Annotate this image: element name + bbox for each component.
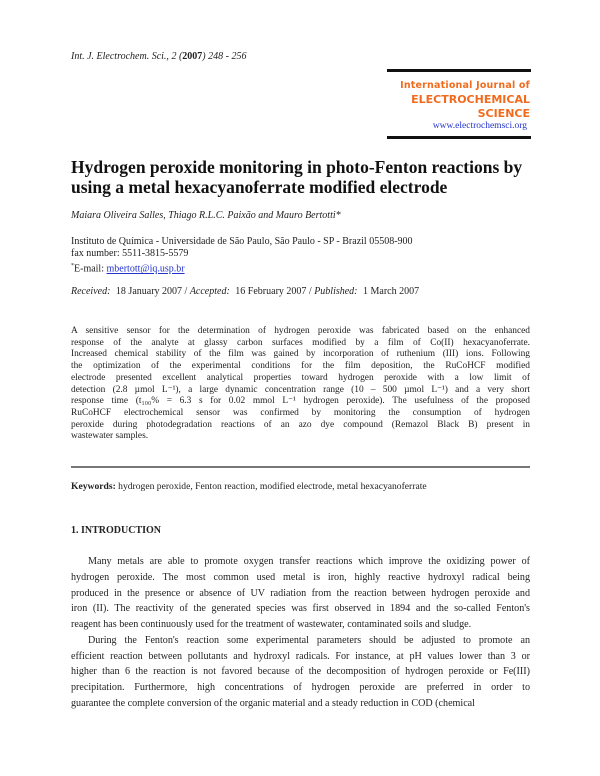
brand-bottom-rule <box>387 136 531 139</box>
journal-url[interactable]: www.electrochemsci.org <box>432 121 527 131</box>
published-label: Published: <box>314 286 358 297</box>
abstract-line: wastewater samples. <box>71 431 149 442</box>
abstract-line: response of the analyte at glassy carbon surfaces modified by a film of Co(II) hexacyanoferrate. <box>71 337 530 348</box>
brand-top-rule <box>387 69 531 72</box>
brand-line-1: International Journal of <box>400 80 530 91</box>
abstract-line: RuCoHCF electrochemical sensor was confirmed by monitoring the consumption of hydrogen <box>71 407 530 418</box>
abstract-divider <box>71 466 530 468</box>
paragraph <box>71 633 530 712</box>
abstract-line: peroxide during photodegradation reactions of an azo dye compound (Remazol Black B) present in <box>71 419 530 430</box>
journal-year: 2007 <box>182 51 203 62</box>
paragraph-line: During the Fenton's reaction some experimental parameters should be adjusted to promote an <box>88 634 530 646</box>
paragraph-line: guarantee the complete conversion of the organic material and a steady reduction in COD (chemical <box>71 697 475 709</box>
abstract-line: A sensitive sensor for the determination of hydrogen peroxide was fabricated based on the enhanced <box>71 326 530 336</box>
introduction-body <box>71 554 530 712</box>
abstract-line: Increased chemical stability of the film was gained by incorporation of ruthenium (III) ions. Following <box>71 349 530 360</box>
received-date: 18 January 2007 / <box>115 286 188 297</box>
paper-title: Hydrogen peroxide monitoring in photo-Fenton reactions by using a metal hexacyanoferrate modified electrode <box>71 157 523 197</box>
fax-number: fax number: 5511-3815-5579 <box>71 248 189 260</box>
journal-citation: Int. J. Electrochem. Sci., 2 (2007) 248 - 256 <box>71 51 247 62</box>
journal-volume: 2 <box>171 51 177 62</box>
abstract-line: detection (2.8 µmol L⁻¹), a large dynamic concentration range (10 – 500 µmol L⁻¹) and a very short <box>71 384 530 395</box>
institution: Instituto de Química - Universidade de São Paulo, São Paulo - SP - Brazil 05508-900 <box>71 236 413 247</box>
keywords-text: hydrogen peroxide, Fenton reaction, modified electrode, metal hexacyanoferrate <box>115 481 427 492</box>
abstract-line: response time (t₁₀₀% = 6.3 s for 0.02 mmol L⁻¹ hydrogen peroxide). The usefulness of the proposed <box>71 396 530 407</box>
abstract-line: electrode presented excellent analytical properties toward hydrogen peroxide with a low limit of <box>71 372 530 383</box>
publication-dates <box>71 286 419 297</box>
paragraph-line: Many metals are able to promote oxygen transfer reactions which improve the oxidizing power of <box>88 556 530 567</box>
paragraph-line: higher than 6 the reaction is not favored because of the decomposition of hydrogen peroxide or Fe(III) <box>71 666 530 678</box>
received-label: Received: <box>71 286 111 297</box>
published-date: 1 March 2007 <box>363 286 420 297</box>
authors: Maiara Oliveira Salles, Thiago R.L.C. Paixão and Mauro Bertotti* <box>71 210 341 221</box>
keywords <box>71 481 427 492</box>
paragraph-line: iron (II). The reactivity of the generated species was first observed in 1894 and the so-called Fenton's <box>71 603 530 615</box>
paragraph <box>71 554 530 633</box>
section-heading: 1. INTRODUCTION <box>71 525 162 536</box>
paragraph-line: precipitation. Furthermore, high concentrations of hydrogen peroxide are preferred in order to <box>71 682 530 693</box>
abstract <box>71 326 530 443</box>
email-link[interactable]: mbertott@iq.usp.br <box>106 263 185 275</box>
brand-line-2: ELECTROCHEMICAL <box>411 93 530 106</box>
paragraph-line: hydrogen peroxide. The most common used metal is iron, highly reactive hydroxyl radical being <box>71 571 530 583</box>
keywords-label: Keywords: <box>71 481 116 492</box>
journal-name: Int. J. Electrochem. Sci., <box>71 51 169 62</box>
paragraph-line: efficient reaction between pollutants and hydroxyl radicals. For instance, at pH values lower than 3 or <box>71 650 530 662</box>
abstract-line: the optimization of the experimental conditions for the film deposition, the RuCoHCF modified <box>71 361 530 372</box>
accepted-label: Accepted: <box>189 286 230 297</box>
journal-pages: 248 - 256 <box>208 51 247 62</box>
email-line: *E-mail: mbertott@iq.usp.br <box>71 263 185 275</box>
paragraph-line: produced in the presence or absence of UV radiation from the reaction between hydrogen peroxide and <box>71 587 530 599</box>
accepted-date: 16 February 2007 / <box>235 286 312 297</box>
paragraph-line: reagent has been continuously used for the treatment of wastewater, contaminated soils and sludge. <box>71 619 472 630</box>
affiliation <box>71 236 413 276</box>
brand-line-3: SCIENCE <box>477 107 530 120</box>
email-label: E-mail: <box>74 263 107 275</box>
